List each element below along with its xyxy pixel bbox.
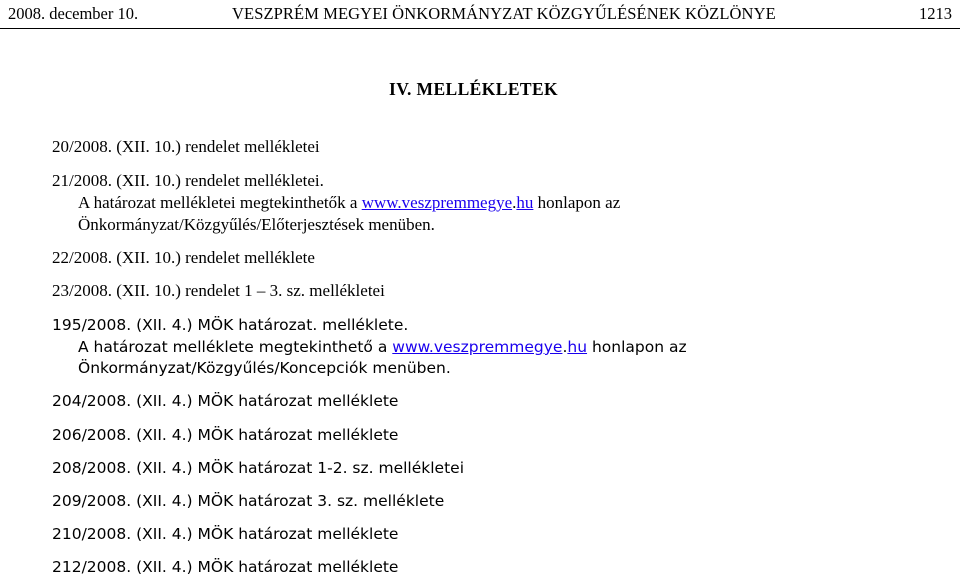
list-item: 20/2008. (XII. 10.) rendelet mellékletei [52,137,320,156]
note-text: honlapon az [587,338,687,356]
issue-date: 2008. december 10. [8,4,139,23]
note-text: A határozat mellékletei megtekinthetők a [78,193,362,212]
list-item: 23/2008. (XII. 10.) rendelet 1 – 3. sz. mellékletei [52,281,385,300]
list-item-note [78,336,687,358]
page-number: 1213 [919,4,952,23]
note-text: A határozat melléklete megtekinthető a [78,338,393,356]
list-item: 208/2008. (XII. 4.) MÖK határozat 1-2. sz. mellékletei [52,459,465,477]
section-title: IV. MELLÉKLETEK [389,79,559,99]
list-item: 195/2008. (XII. 4.) MÖK határozat. melléklete. [52,316,409,334]
list-item: 22/2008. (XII. 10.) rendelet melléklete [52,248,315,267]
veszpremmegye-link[interactable]: hu [567,338,588,356]
list-item: 206/2008. (XII. 4.) MÖK határozat melléklete [52,426,399,444]
note-text: honlapon az [533,193,621,212]
list-item: 212/2008. (XII. 4.) MÖK határozat melléklete [52,558,399,576]
note-text: . [562,338,568,356]
list-item: 209/2008. (XII. 4.) MÖK határozat 3. sz. melléklete [52,492,445,510]
list-item-note: Önkormányzat/Közgyűlés/Koncepciók menüben. [78,359,451,377]
veszpremmegye-link[interactable]: www.veszpremmegye [361,193,513,212]
publication-title: VESZPRÉM MEGYEI ÖNKORMÁNYZAT KÖZGYŰLÉSÉNEK KÖZLÖNYE [232,4,776,23]
list-item-note [78,192,620,214]
list-item: 210/2008. (XII. 4.) MÖK határozat melléklete [52,525,399,543]
veszpremmegye-link[interactable]: www.veszpremmegye [392,338,563,356]
note-text: . [512,193,517,212]
veszpremmegye-link[interactable]: hu [516,193,534,212]
list-item-note: Önkormányzat/Közgyűlés/Előterjesztések menüben. [78,215,435,234]
list-item: 21/2008. (XII. 10.) rendelet mellékletei. [52,171,324,190]
list-item: 204/2008. (XII. 4.) MÖK határozat melléklete [52,392,399,410]
